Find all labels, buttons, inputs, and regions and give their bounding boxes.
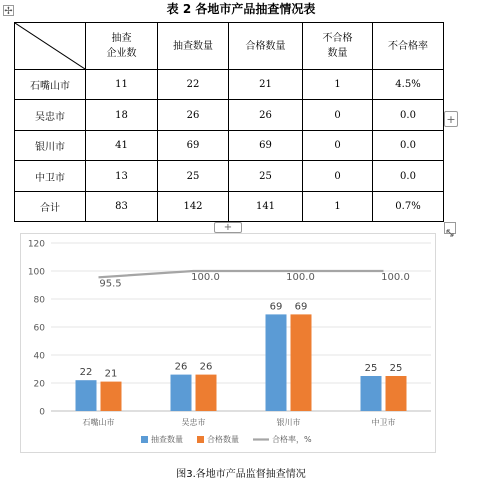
data-label: 21 (104, 368, 118, 380)
line-data-label: 100.0 (286, 272, 315, 283)
header-unqualified: 不合格 数量 (303, 23, 373, 70)
row-name: 合计 (15, 192, 86, 222)
table-row (15, 70, 444, 100)
row-name: 吴忠市 (15, 100, 86, 131)
legend-label: 合格数量 (207, 435, 239, 444)
row-companies: 13 (86, 161, 158, 192)
row-name: 中卫市 (15, 161, 86, 192)
resize-arrow-icon (445, 228, 455, 238)
table-resize-handle[interactable] (444, 222, 456, 234)
row-unqualified: 0 (303, 131, 373, 161)
line-data-label: 100.0 (191, 272, 220, 283)
row-sampled: 25 (158, 161, 229, 192)
bar (101, 382, 122, 411)
row-qualified: 69 (229, 131, 303, 161)
bar (291, 314, 312, 411)
bar (386, 376, 407, 411)
row-qualified: 25 (229, 161, 303, 192)
row-unqualified: 0 (303, 100, 373, 131)
line-data-label: 100.0 (381, 272, 410, 283)
legend-label: 抽查数量 (151, 435, 183, 444)
row-name: 石嘴山市 (15, 70, 86, 100)
diagonal-header-cell (15, 23, 86, 70)
table-row (15, 161, 444, 192)
bar (361, 376, 382, 411)
x-tick-label: 中卫市 (371, 418, 396, 427)
data-label: 22 (79, 367, 93, 379)
row-companies: 83 (86, 192, 158, 222)
row-qualified: 141 (229, 192, 303, 222)
data-label: 26 (199, 361, 213, 373)
bar-line-chart (21, 234, 435, 452)
row-companies: 18 (86, 100, 158, 131)
x-tick-label: 银川市 (276, 418, 301, 427)
header-qualified: 合格数量 (229, 23, 303, 70)
row-rate: 0.0 (373, 161, 444, 192)
series-line (99, 271, 384, 277)
row-rate: 0.0 (373, 131, 444, 161)
table-total-row (15, 192, 444, 222)
bar (266, 314, 287, 411)
row-unqualified: 1 (303, 192, 373, 222)
row-rate: 4.5% (373, 70, 444, 100)
header-companies: 抽查 企业数 (86, 23, 158, 70)
x-tick-label: 吴忠市 (181, 418, 206, 427)
sampling-table (14, 22, 444, 222)
row-unqualified: 1 (303, 70, 373, 100)
header-rate: 不合格率 (373, 23, 444, 70)
x-tick-label: 石嘴山市 (82, 418, 115, 427)
chart-frame[interactable] (20, 233, 436, 453)
y-tick-label: 60 (33, 323, 45, 334)
table-row (15, 131, 444, 161)
bar (76, 380, 97, 411)
row-name: 银川市 (15, 131, 86, 161)
row-qualified: 26 (229, 100, 303, 131)
y-tick-label: 80 (33, 295, 45, 306)
table-header-row (15, 23, 444, 70)
data-label: 26 (174, 361, 188, 373)
add-column-button[interactable]: + (444, 111, 458, 127)
add-row-button[interactable]: + (214, 222, 242, 233)
table-title: 表 2 各地市产品抽查情况表 (166, 2, 316, 16)
row-sampled: 69 (158, 131, 229, 161)
header-sampled: 抽查数量 (158, 23, 229, 70)
row-rate: 0.7% (373, 192, 444, 222)
row-sampled: 22 (158, 70, 229, 100)
data-label: 25 (389, 363, 403, 374)
row-unqualified: 0 (303, 161, 373, 192)
data-label: 25 (364, 363, 378, 374)
row-companies: 41 (86, 131, 158, 161)
y-tick-label: 20 (33, 379, 45, 390)
bar (171, 375, 192, 411)
data-label: 69 (294, 301, 308, 313)
y-tick-label: 40 (33, 351, 45, 362)
table-row (15, 100, 444, 131)
row-companies: 11 (86, 70, 158, 100)
line-data-label: 95.5 (99, 278, 122, 290)
bar (196, 375, 217, 411)
row-rate: 0.0 (373, 100, 444, 131)
figure-caption: 图3.各地市产品监督抽查情况 (176, 469, 306, 480)
legend-swatch (141, 436, 148, 443)
data-label: 69 (269, 301, 283, 313)
row-qualified: 21 (229, 70, 303, 100)
y-tick-label: 120 (27, 239, 45, 250)
legend-swatch (197, 436, 204, 443)
diagonal-line (15, 23, 85, 69)
table-move-handle[interactable]: ✢ (4, 6, 13, 17)
row-sampled: 142 (158, 192, 229, 222)
y-tick-label: 100 (27, 267, 45, 278)
y-tick-label: 0 (39, 407, 45, 418)
legend-label: 合格率，% (272, 435, 312, 444)
row-sampled: 26 (158, 100, 229, 131)
